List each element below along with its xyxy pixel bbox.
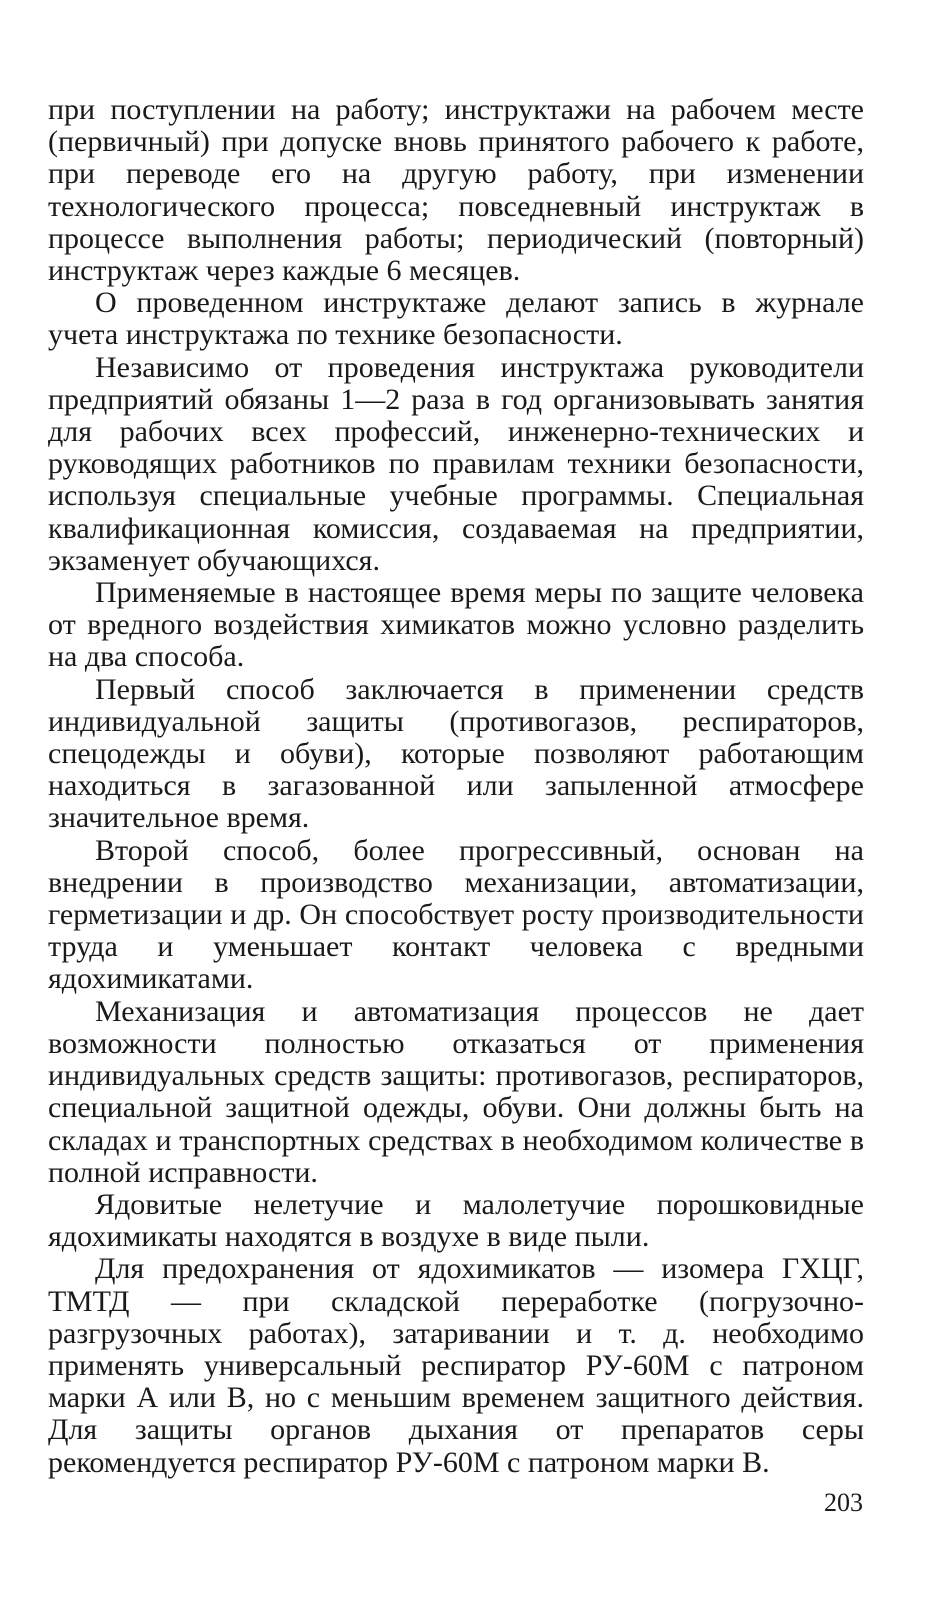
paragraph: О проведенном инструктаже делают запись в журнале учета инструктажа по технике безопасности. <box>48 286 864 352</box>
paragraph: Для предохранения от ядохимикатов — изомера ГХЦГ, ТМТД — при складской переработке (погрузочно-разгрузочных работах), затаривании и т. д. необходимо применять универсальный респиратор РУ-60М с патроном марки А или В, но с меньшим временем защитного действия. Для защиты органов дыхания от препаратов серы рекомендуется респиратор РУ-60М с патроном марки В. <box>48 1252 864 1479</box>
paragraph: Ядовитые нелетучие и малолетучие порошковидные ядохимикаты находятся в воздухе в виде пыли. <box>48 1187 864 1254</box>
paragraph: Первый способ заключается в применении средств индивидуальной защиты (противогазов, респираторов, спецодежды и обуви), которые позволяют работающим находиться в загазованной или запыленной атмосфере значительное время. <box>48 672 864 835</box>
paragraph: Применяемые в настоящее время меры по защите человека от вредного воздействия химикатов можно условно разделить на два способа. <box>48 576 864 674</box>
page-number: 203 <box>824 1488 863 1517</box>
paragraph: Независимо от проведения инструктажа руководители предприятий обязаны 1—2 раза в год организовывать занятия для рабочих всех профессий, инженерно-технических и руководящих работников по правилам техники безопасности, используя специальные учебные программы. Специальная квалификационная комиссия, создаваемая на предприятии, экзаменует обучающихся. <box>48 350 864 577</box>
body-text <box>48 94 864 1479</box>
paragraph: Второй способ, более прогрессивный, основан на внедрении в производство механизации, автоматизации, герметизации и др. Он способствует росту производительности труда и уменьшает контакт человека с вредными ядохимикатами. <box>48 833 864 996</box>
paragraph: Механизация и автоматизация процессов не дает возможности полностью отказаться от применения индивидуальных средств защиты: противогазов, респираторов, специальной защитной одежды, обуви. Они должны быть на складах и транспортных средствах в необходимом количестве в полной исправности. <box>48 994 864 1189</box>
paragraph-continued: при поступлении на работу; инструктажи на рабочем месте (первичный) при допуске вновь принятого рабочего к работе, при переводе его на другую работу, при изменении технологического процесса; повседневный инструктаж в процессе выполнения работы; периодический (повторный) инструктаж через каждые 6 месяцев. <box>48 93 864 288</box>
